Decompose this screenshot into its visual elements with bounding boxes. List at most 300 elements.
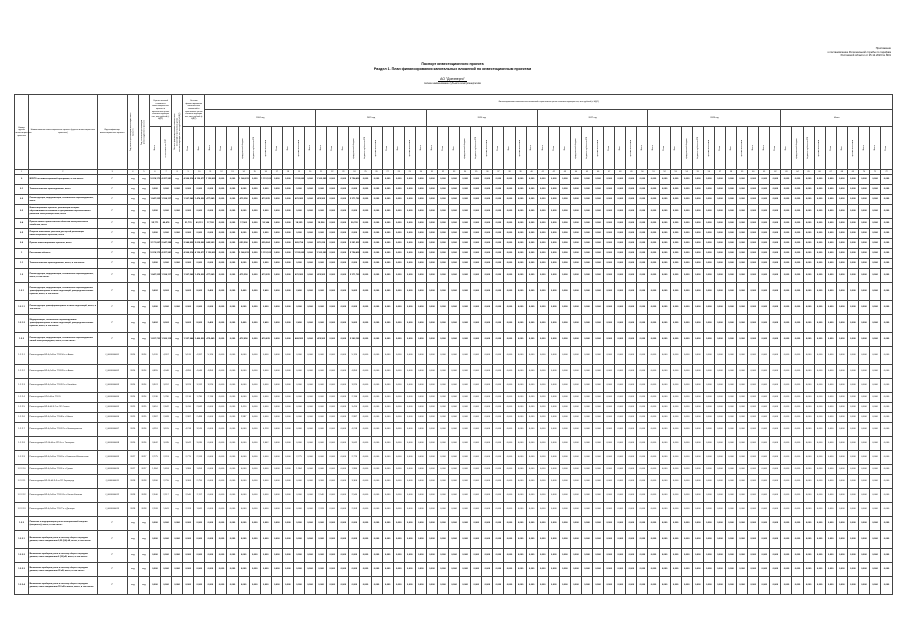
value-cell: 0,000	[615, 489, 626, 503]
value-cell: 0,000	[759, 365, 770, 379]
value-cell: 0,000	[703, 577, 714, 595]
value-cell: 0,000	[305, 379, 316, 393]
value-cell: 0,000	[703, 283, 714, 301]
value-cell: 0,000	[670, 437, 681, 451]
header-sub-column: федеральный бюджет	[349, 127, 360, 170]
value-cell: 0,000	[482, 301, 493, 315]
value-cell: 0,000	[460, 451, 471, 465]
value-cell: 0,000	[293, 229, 304, 239]
value-cell: 0,000	[748, 185, 759, 195]
value-cell: 0,000	[692, 437, 703, 451]
column-number: 70	[858, 170, 869, 175]
value-cell: 0,000	[172, 301, 183, 315]
column-number: 20	[305, 170, 316, 175]
year-end: н.д	[138, 185, 149, 195]
value-cell: 0,000	[305, 423, 316, 437]
value-cell: 0,000	[792, 219, 803, 229]
value-cell: 0,000	[814, 393, 825, 403]
value-cell: 0,000	[626, 283, 637, 301]
value-cell: 0,000	[471, 517, 482, 531]
value-cell: 477,845	[205, 195, 216, 205]
value-cell: 0,000	[737, 269, 748, 283]
value-cell: 0,000	[548, 229, 559, 239]
value-cell: 0,000	[460, 423, 471, 437]
value-cell: 0,000	[792, 259, 803, 269]
value-cell: 0,000	[681, 249, 692, 259]
value-cell: 0,000	[371, 229, 382, 239]
value-cell: 0,000	[249, 393, 260, 403]
value-cell: 0,000	[870, 451, 881, 465]
value-cell: 0,000	[504, 249, 515, 259]
value-cell: 0,000	[382, 347, 393, 365]
value-cell: 0,000	[825, 229, 836, 239]
project-name: Включение приборов учета в систему сбора и передачи данных, класс напряжения 35 кВ, всего, в том числе:	[29, 563, 97, 577]
value-cell: 0,000	[238, 259, 249, 269]
value-cell: 0,000	[836, 549, 847, 563]
value-cell: 0,000	[415, 249, 426, 259]
value-cell: 0,000	[670, 423, 681, 437]
value-cell: 0,000	[393, 229, 404, 239]
value-cell: 0,000	[227, 393, 238, 403]
value-cell: 0,000	[282, 517, 293, 531]
appendix-line: к постановлению Региональной службы по тарифам	[827, 50, 891, 54]
value-cell: 0,000	[515, 283, 526, 301]
value-cell: 0,000	[460, 185, 471, 195]
value-cell: 0,000	[437, 283, 448, 301]
value-cell: 2,136	[149, 393, 160, 403]
value-cell: 0,000	[360, 549, 371, 563]
value-cell: 0,000	[770, 269, 781, 283]
value-cell: 0,000	[415, 195, 426, 205]
value-cell: 0,000	[471, 185, 482, 195]
value-cell: 0,000	[858, 437, 869, 451]
value-cell: 0,000	[426, 315, 437, 333]
value-cell: 0,000	[537, 403, 548, 413]
value-cell: 0,000	[748, 301, 759, 315]
value-cell: 0,000	[781, 333, 792, 347]
value-cell: 0,000	[559, 503, 570, 517]
value-cell: 0,000	[670, 259, 681, 269]
value-cell: 0,000	[449, 517, 460, 531]
value-cell: 0,000	[581, 333, 592, 347]
value-cell: 0,000	[648, 517, 659, 531]
value-cell: 0,000	[681, 239, 692, 249]
value-cell: 0,000	[781, 347, 792, 365]
header-sub-column: План	[548, 127, 559, 170]
value-cell: 0,000	[570, 185, 581, 195]
value-cell: 0,000	[460, 239, 471, 249]
value-cell: 0,000	[205, 229, 216, 239]
value-cell: 0,000	[548, 301, 559, 315]
project-id: Г	[97, 577, 127, 595]
value-cell: 0,000	[615, 301, 626, 315]
value-cell: 0,000	[449, 185, 460, 195]
value-cell: 0,000	[726, 465, 737, 475]
header-sub-column: План	[714, 127, 725, 170]
value-cell: 0,000	[526, 379, 537, 393]
value-cell: 0,000	[515, 393, 526, 403]
value-cell: 0,000	[548, 465, 559, 475]
value-cell: 0,000	[825, 503, 836, 517]
value-cell: 0,000	[881, 503, 893, 517]
value-cell: 0,000	[404, 205, 415, 219]
column-number: 52	[659, 170, 670, 175]
value-cell: 0,000	[858, 423, 869, 437]
value-cell: 0,000	[471, 249, 482, 259]
project-id: Г	[97, 259, 127, 269]
value-cell: 0,000	[604, 175, 615, 185]
value-cell: 0,000	[858, 465, 869, 475]
value-cell: 0,000	[670, 185, 681, 195]
value-cell: 0,000	[770, 393, 781, 403]
value-cell: 0,000	[504, 269, 515, 283]
value-cell: 0,000	[338, 403, 349, 413]
value-cell: 0,000	[825, 205, 836, 219]
value-cell: 0,000	[726, 379, 737, 393]
value-cell: 1 151,103	[260, 249, 271, 259]
value-cell: 0,000	[327, 315, 338, 333]
value-cell: 0,000	[360, 283, 371, 301]
value-cell: 0,000	[504, 219, 515, 229]
value-cell: 0,000	[726, 437, 737, 451]
column-number: 25	[360, 170, 371, 175]
value-cell: 0,000	[216, 259, 227, 269]
value-cell: 0,000	[338, 333, 349, 347]
value-cell: 0,000	[726, 175, 737, 185]
project-id: Г	[97, 517, 127, 531]
value-cell: н.д	[172, 347, 183, 365]
value-cell: 0,000	[659, 475, 670, 489]
value-cell: 0,000	[825, 403, 836, 413]
value-cell: 0,000	[216, 503, 227, 517]
value-cell: 0,000	[426, 229, 437, 239]
value-cell: 0,000	[426, 249, 437, 259]
value-cell: 0,000	[858, 315, 869, 333]
value-cell: 0,000	[316, 465, 327, 475]
header-sub-column: Всего	[426, 127, 437, 170]
value-cell: 0,000	[714, 205, 725, 219]
value-cell: 0,000	[604, 577, 615, 595]
value-cell: 0,000	[692, 347, 703, 365]
value-cell: 0,000	[858, 249, 869, 259]
value-cell: 0,000	[271, 333, 282, 347]
value-cell: 0,000	[692, 423, 703, 437]
value-cell: 0,000	[692, 205, 703, 219]
year-start: н.д	[127, 229, 138, 239]
value-cell: 0,000	[437, 379, 448, 393]
value-cell: 0,000	[327, 531, 338, 549]
value-cell: 0,000	[814, 333, 825, 347]
value-cell: 0,000	[260, 185, 271, 195]
value-cell: 0,000	[437, 393, 448, 403]
value-cell: 0,000	[670, 577, 681, 595]
company-name-text: АО "Донэнерго"	[440, 77, 465, 81]
value-cell: 0,000	[593, 517, 604, 531]
value-cell: 0,000	[371, 451, 382, 465]
value-cell: 0,000	[881, 333, 893, 347]
value-cell: 0,000	[814, 229, 825, 239]
value-cell: 0,000	[548, 503, 559, 517]
value-cell: 0,000	[748, 563, 759, 577]
value-cell: 0,000	[449, 175, 460, 185]
value-cell: 0,000	[570, 577, 581, 595]
value-cell: 0,000	[615, 451, 626, 465]
value-cell: 0,000	[426, 465, 437, 475]
value-cell: 0,000	[814, 423, 825, 437]
value-cell: 0,000	[393, 301, 404, 315]
value-cell: 0,000	[360, 563, 371, 577]
value-cell: 0,000	[604, 393, 615, 403]
value-cell: 0,000	[759, 269, 770, 283]
value-cell: 0,000	[504, 517, 515, 531]
value-cell: 0,000	[172, 259, 183, 269]
row-number: 1.2.2	[15, 333, 29, 347]
value-cell: 0,000	[737, 195, 748, 205]
value-cell: 0,000	[604, 475, 615, 489]
year-end: 2025	[138, 413, 149, 423]
value-cell: 0,000	[437, 531, 448, 549]
value-cell: 0,000	[681, 205, 692, 219]
value-cell: 0,000	[338, 475, 349, 489]
value-cell: 0,000	[404, 175, 415, 185]
value-cell: 0,000	[770, 249, 781, 259]
value-cell: 0,000	[437, 437, 448, 451]
value-cell: 43,113	[194, 219, 205, 229]
value-cell: 0,000	[293, 475, 304, 489]
value-cell: 0,000	[870, 549, 881, 563]
value-cell: 0,000	[471, 229, 482, 239]
value-cell: 0,000	[216, 489, 227, 503]
value-cell: 0,000	[482, 205, 493, 219]
value-cell: 0,000	[449, 549, 460, 563]
value-cell: 0,000	[205, 437, 216, 451]
value-cell: 0,000	[593, 333, 604, 347]
value-cell: 0,000	[149, 531, 160, 549]
value-cell: 0,000	[482, 413, 493, 423]
value-cell: 0,000	[338, 205, 349, 219]
column-number: 45	[581, 170, 592, 175]
value-cell: 0,000	[238, 379, 249, 393]
header-sub-column: Всего	[870, 127, 881, 170]
value-cell: 0,000	[792, 347, 803, 365]
value-cell: 0,000	[282, 229, 293, 239]
value-cell: 0,000	[648, 549, 659, 563]
value-cell: 0,000	[282, 403, 293, 413]
value-cell: 0,000	[604, 219, 615, 229]
column-number: 59	[737, 170, 748, 175]
value-cell: 0,000	[238, 503, 249, 517]
column-number: 2	[29, 170, 97, 175]
value-cell: н.д	[172, 403, 183, 413]
value-cell: 0,000	[515, 465, 526, 475]
value-cell: 0,000	[393, 423, 404, 437]
value-cell: 0,000	[814, 489, 825, 503]
value-cell: 0,000	[482, 577, 493, 595]
value-cell: 0,000	[659, 577, 670, 595]
value-cell: 0,000	[415, 269, 426, 283]
value-cell: 0,000	[338, 283, 349, 301]
value-cell: 0,000	[836, 503, 847, 517]
value-cell: 0,000	[449, 365, 460, 379]
value-cell: 0,000	[393, 365, 404, 379]
value-cell: 0,000	[271, 195, 282, 205]
value-cell: 5,120	[349, 347, 360, 365]
value-cell: 0,000	[714, 315, 725, 333]
value-cell: 0,000	[814, 239, 825, 249]
value-cell: 0,000	[593, 577, 604, 595]
project-name: Реконструкция ВЛ-0,4 кВ от ТП-77 в г. Донецке	[29, 503, 97, 517]
value-cell: 0,000	[659, 205, 670, 219]
value-cell: 0,000	[681, 365, 692, 379]
financing-table-body	[15, 95, 893, 595]
value-cell: 0,000	[260, 563, 271, 577]
value-cell: 0,000	[227, 451, 238, 465]
value-cell: 0,000	[493, 301, 504, 315]
column-number: 38	[504, 170, 515, 175]
value-cell: 0,000	[881, 175, 893, 185]
value-cell: 0,000	[260, 517, 271, 531]
value-cell: 0,000	[659, 333, 670, 347]
value-cell: 0,000	[858, 517, 869, 531]
value-cell: 0,000	[515, 229, 526, 239]
value-cell: 0,000	[881, 577, 893, 595]
value-cell: 0,000	[371, 249, 382, 259]
value-cell: 0,000	[515, 437, 526, 451]
value-cell: 0,000	[759, 413, 770, 423]
value-cell: 2,489	[161, 413, 172, 423]
value-cell: 0,000	[670, 489, 681, 503]
value-cell: 0,000	[382, 301, 393, 315]
value-cell: 0,000	[161, 301, 172, 315]
value-cell: 0,000	[615, 531, 626, 549]
value-cell: 0,000	[847, 219, 858, 229]
value-cell: 0,000	[526, 239, 537, 249]
value-cell: 0,000	[770, 379, 781, 393]
value-cell: н.д	[172, 269, 183, 283]
value-cell: 0,000	[404, 451, 415, 465]
value-cell: 0,000	[648, 393, 659, 403]
value-cell: 0,000	[205, 451, 216, 465]
value-cell: 0,000	[393, 249, 404, 259]
value-cell: 0,000	[227, 195, 238, 205]
value-cell: 0,000	[648, 489, 659, 503]
header-cost: Оценка полной стоимости инвестиционного проекта в прогнозных ценах соответствующих лет, млн рублей (с НДС)	[149, 95, 171, 127]
value-cell: 0,000	[670, 503, 681, 517]
column-number: 26	[371, 170, 382, 175]
value-cell: 0,000	[305, 301, 316, 315]
value-cell: 0,000	[327, 365, 338, 379]
column-number: 64	[792, 170, 803, 175]
value-cell: 0,000	[737, 283, 748, 301]
project-name: Реконструкция трансформаторных и иных подстанций, всего, в том числе:	[29, 301, 97, 315]
value-cell: 0,000	[205, 423, 216, 437]
value-cell: 0,000	[858, 413, 869, 423]
value-cell: 0,000	[626, 333, 637, 347]
value-cell: 0,000	[338, 423, 349, 437]
value-cell: 5,120	[205, 347, 216, 365]
value-cell: 0,000	[759, 549, 770, 563]
value-cell: 0,000	[748, 283, 759, 301]
value-cell: 0,000	[659, 249, 670, 259]
column-number: 44	[570, 170, 581, 175]
value-cell: 0,000	[581, 269, 592, 283]
value-cell: 0,000	[593, 423, 604, 437]
value-cell: 0,000	[426, 413, 437, 423]
value-cell: 0,000	[836, 239, 847, 249]
value-cell: 0,000	[460, 301, 471, 315]
value-cell: 0,000	[581, 219, 592, 229]
value-cell: н.д	[172, 423, 183, 437]
value-cell: 0,000	[437, 249, 448, 259]
value-cell: 0,000	[726, 301, 737, 315]
value-cell: 0,000	[803, 269, 814, 283]
row-number: 1.2.2.7	[15, 423, 29, 437]
value-cell: 0,000	[648, 301, 659, 315]
value-cell: 0,000	[382, 531, 393, 549]
value-cell: 0,000	[593, 549, 604, 563]
value-cell: 0,000	[471, 577, 482, 595]
value-cell: 0,000	[748, 503, 759, 517]
value-cell: 0,000	[881, 269, 893, 283]
value-cell: 0,000	[449, 437, 460, 451]
value-cell: 2,136	[349, 393, 360, 403]
value-cell: 0,000	[238, 517, 249, 531]
value-cell: 0,000	[249, 205, 260, 219]
value-cell: 0,000	[437, 423, 448, 437]
value-cell: 0,000	[415, 365, 426, 379]
value-cell: 0,000	[238, 437, 249, 451]
value-cell: 0,000	[249, 229, 260, 239]
header-sub-column: Всего	[637, 127, 648, 170]
value-cell: 0,000	[327, 259, 338, 269]
value-cell: н.д	[172, 475, 183, 489]
value-cell: 0,000	[482, 549, 493, 563]
value-cell: 0,000	[360, 379, 371, 393]
value-cell: 0,000	[360, 393, 371, 403]
value-cell: 0,000	[227, 269, 238, 283]
year-start: н.д	[127, 259, 138, 269]
value-cell: 0,000	[449, 393, 460, 403]
value-cell: 0,000	[648, 451, 659, 465]
value-cell: 1 155,062	[293, 175, 304, 185]
project-name: Реконструкция, модернизация, техническое перевооружение линий электропередачи, всего, в том числе:	[29, 333, 97, 347]
value-cell: 0,000	[814, 249, 825, 259]
header-year-end: Год окончания реализации инвестиционного проекта	[138, 95, 149, 170]
value-cell: 2 371,782	[349, 195, 360, 205]
project-name: Реконструкция КЛ-10 кВ от РП-3 в г. Таганроге	[29, 437, 97, 451]
value-cell: 0,000	[426, 347, 437, 365]
value-cell: 0,000	[847, 517, 858, 531]
value-cell: 0,000	[803, 489, 814, 503]
value-cell: 0,000	[847, 347, 858, 365]
value-cell: 0,000	[271, 465, 282, 475]
value-cell: 0,000	[670, 475, 681, 489]
value-cell: 0,000	[482, 465, 493, 475]
value-cell: 0,000	[338, 195, 349, 205]
value-cell: 0,000	[282, 549, 293, 563]
project-id: Г	[97, 205, 127, 219]
value-cell: 0,000	[703, 393, 714, 403]
value-cell: 0,000	[404, 465, 415, 475]
value-cell: 0,000	[183, 549, 194, 563]
row-number: 1.2.3	[15, 517, 29, 531]
value-cell: 0,000	[293, 259, 304, 269]
value-cell: 0,000	[770, 413, 781, 423]
header-sub-column: План	[271, 127, 282, 170]
value-cell: 0,000	[637, 365, 648, 379]
value-cell: 0,000	[515, 403, 526, 413]
value-cell: 0,000	[737, 549, 748, 563]
